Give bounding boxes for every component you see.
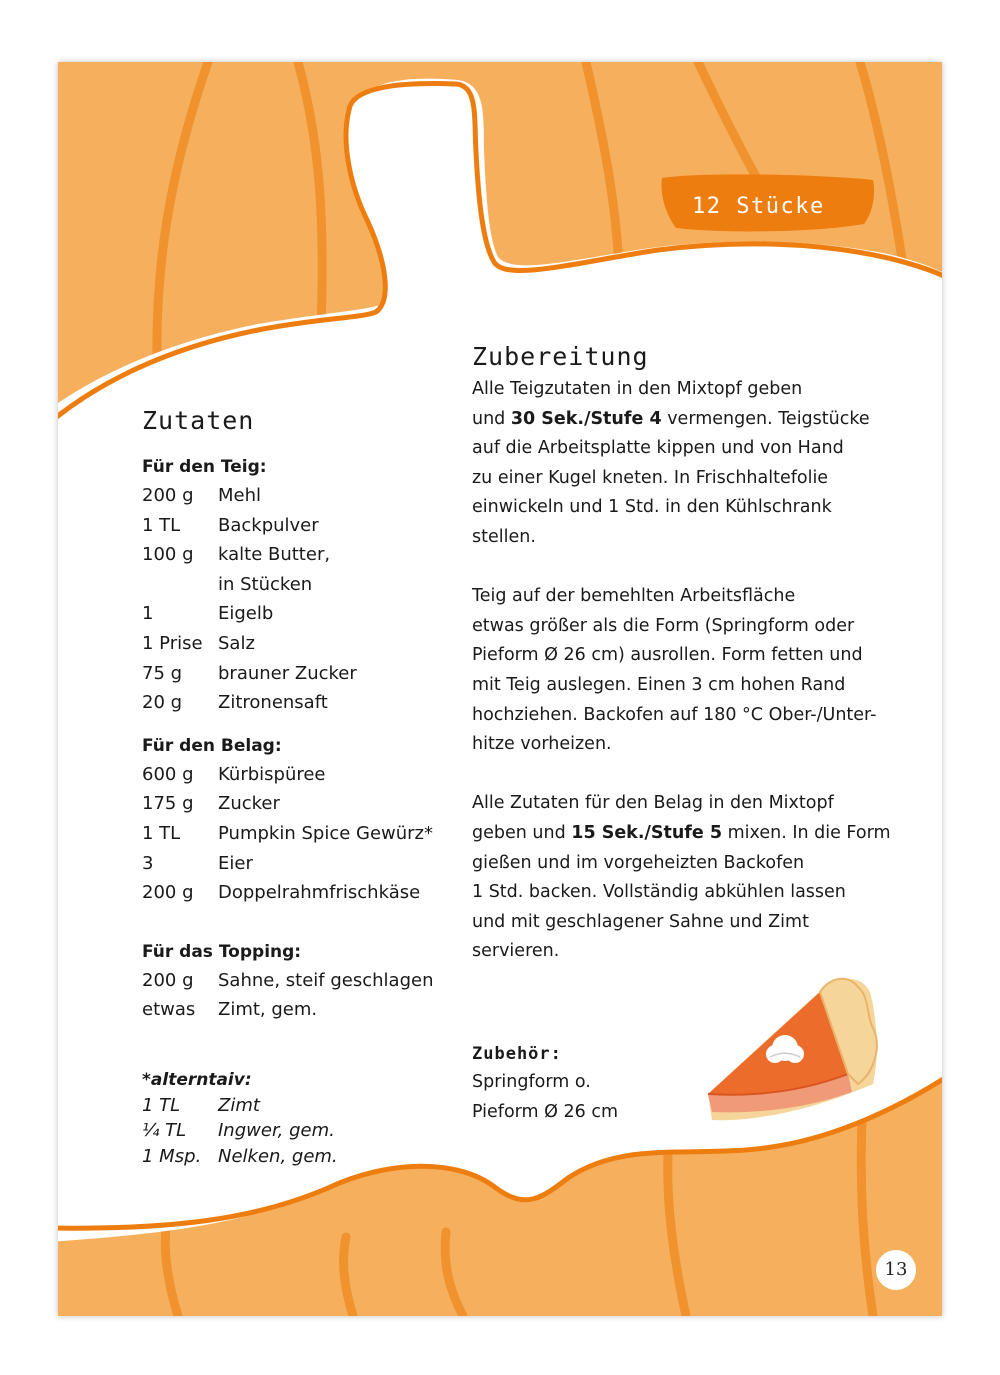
topping-list xyxy=(142,966,472,1025)
alternative-row: 1 Msp. Nelken, gem. xyxy=(142,1145,338,1167)
alternative-row: ¼ TL Ingwer, gem. xyxy=(142,1120,335,1142)
ingredient-row: 100 g kalte Butter, xyxy=(142,544,331,566)
ingredient-row: 1 TL Pumpkin Spice Gewürz* xyxy=(142,822,434,844)
alternative-row: 1 TL Zimt xyxy=(142,1094,260,1116)
ingredient-row: 1 Prise Salz xyxy=(142,632,255,654)
preparation-title: Zubereitung xyxy=(472,342,649,371)
alternative-heading: *alterntaiv: xyxy=(142,1069,252,1090)
teig-list xyxy=(142,481,472,718)
ingredient-row: in Stücken xyxy=(218,573,313,595)
ingredients-section xyxy=(142,406,472,1169)
servings-badge-label: 12 Stücke xyxy=(692,194,825,219)
preparation-section xyxy=(472,342,912,996)
ingredient-row: 20 g Zitronensaft xyxy=(142,692,328,714)
ingredient-row: 1 TL Backpulver xyxy=(142,514,319,536)
preparation-step-2: Teig auf der bemehlten Arbeitsfläche etwas größer als die Form (Springform oder Pieform Ø 26 cm) ausrollen. Form fetten und mit Teig auslegen. Einen 3 cm hohen Rand hochziehen. Backofen auf 180 °C Ober-/Unter- hitze vorheizen. xyxy=(472,586,877,755)
ingredient-row: 1 Eigelb xyxy=(142,603,274,625)
ingredient-row: 200 g Sahne, steif geschlagen xyxy=(142,969,434,991)
accessories-line-2: Pieform Ø 26 cm xyxy=(472,1101,618,1122)
belag-heading: Für den Belag: xyxy=(142,735,282,756)
ingredient-row: etwas Zimt, gem. xyxy=(142,999,318,1021)
ingredient-row: 3 Eier xyxy=(142,852,253,874)
topping-heading: Für das Topping: xyxy=(142,941,302,962)
recipe-page xyxy=(58,62,942,1316)
teig-heading: Für den Teig: xyxy=(142,457,267,477)
preparation-step-3: Alle Zutaten für den Belag in den Mixtopf geben und 15 Sek./Stufe 5 mixen. In die Form gießen und im vorgeheizten Backofen 1 Std. backen. Vollständig abkühlen lassen und mit geschlagener Sahne und Zimt servieren. xyxy=(472,793,891,962)
ingredient-row: 200 g Mehl xyxy=(142,485,262,506)
accessories-title: Zubehör: xyxy=(472,1044,562,1064)
alternative-list xyxy=(142,1093,472,1170)
page-number: 13 xyxy=(876,1250,916,1290)
ingredients-title: Zutaten xyxy=(142,406,255,435)
ingredient-row: 175 g Zucker xyxy=(142,793,280,815)
preparation-step-1: Alle Teigzutaten in den Mixtopf geben und 30 Sek./Stufe 4 vermengen. Teigstücke auf die Arbeitsplatte kippen und von Hand zu einer Kugel kneten. In Frischhaltefolie einwickeln und 1 Std. in den Kühlschrank stellen. xyxy=(472,379,870,547)
ingredient-row: 600 g Kürbispüree xyxy=(142,763,326,785)
accessories-line-1: Springform o. xyxy=(472,1072,591,1092)
belag-list xyxy=(142,760,472,908)
ingredient-row: 75 g brauner Zucker xyxy=(142,662,357,684)
accessories-section xyxy=(472,1040,692,1127)
ingredient-row: 200 g Doppelrahmfrischkäse xyxy=(142,882,421,904)
